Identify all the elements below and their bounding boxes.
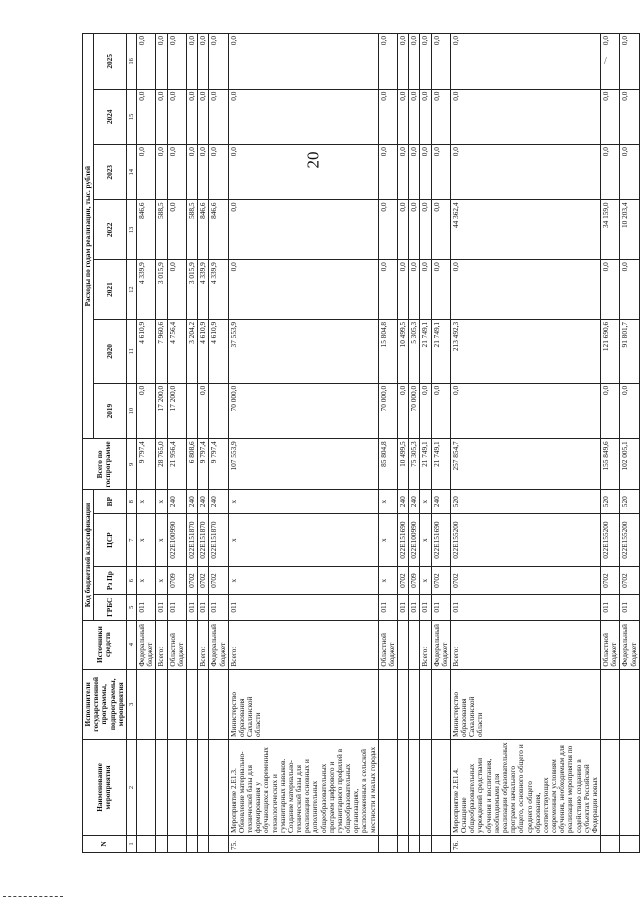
- table-cell: 240: [431, 490, 450, 513]
- table-cell: 0,0: [137, 89, 156, 144]
- table-cell: [156, 669, 167, 739]
- table-cell: x: [228, 490, 378, 513]
- table-cell: 022E155200: [601, 513, 620, 566]
- table-cell: [209, 383, 228, 438]
- table-cell: 0,0: [450, 34, 600, 90]
- index-cell: 2: [126, 739, 136, 835]
- table-cell: 34 159,0: [601, 200, 620, 260]
- table-cell: Министерство образования Сахалинской области: [450, 669, 600, 739]
- table-cell: [209, 669, 228, 739]
- table-cell: 011: [620, 594, 639, 620]
- index-cell: 15: [126, 89, 136, 144]
- table-cell: 0,0: [198, 89, 209, 144]
- table-cell: 240: [167, 490, 186, 513]
- table-row: [620, 34, 639, 853]
- table-cell: Областной бюджет: [601, 620, 620, 669]
- table-cell: 3 015,9: [186, 260, 197, 320]
- page-number: 20: [303, 151, 323, 169]
- table-cell: [198, 669, 209, 739]
- table-cell: 4 756,4: [167, 319, 186, 383]
- table-row: [601, 34, 620, 853]
- table-cell: x: [137, 567, 156, 595]
- table-cell: [186, 835, 197, 852]
- col-rzpr: Рз Пр: [94, 567, 127, 595]
- table-cell: 0,0: [186, 34, 197, 90]
- table-row: [209, 34, 228, 853]
- table-cell: 28 765,0: [156, 439, 167, 490]
- table-cell: x: [228, 567, 378, 595]
- table-cell: 0,0: [209, 89, 228, 144]
- table-cell: 520: [601, 490, 620, 513]
- table-cell: 240: [409, 490, 420, 513]
- table-cell: 10 203,4: [620, 200, 639, 260]
- table-cell: 7 960,6: [156, 319, 167, 383]
- table-cell: 70 000,0: [228, 383, 378, 438]
- table-row: [167, 34, 186, 853]
- col-expenses: Расходы по годам реализации, тыс. рублей: [83, 34, 94, 439]
- table-cell: [620, 739, 639, 835]
- table-cell: [186, 739, 197, 835]
- table-cell: 0,0: [228, 89, 378, 144]
- table-cell: 0,0: [409, 89, 420, 144]
- table-cell: [620, 835, 639, 852]
- table-row: [137, 34, 156, 853]
- table-cell: 21 956,4: [167, 439, 186, 490]
- col-budget-code: Код бюджетной классификации: [83, 490, 94, 620]
- table-row: [186, 34, 197, 853]
- table-cell: 022E151690: [431, 513, 450, 566]
- table-cell: Областной бюджет: [167, 620, 186, 669]
- budget-table: [82, 33, 640, 853]
- table-cell: 17 200,0: [156, 383, 167, 438]
- table-cell: 022E100990: [167, 513, 186, 566]
- table-cell: 022E155200: [620, 513, 639, 566]
- table-cell: 0,0: [167, 260, 186, 320]
- col-year: 2020: [94, 319, 127, 383]
- table-cell: x: [420, 490, 431, 513]
- table-row: [420, 34, 431, 853]
- table-cell: [156, 835, 167, 852]
- index-cell: 11: [126, 319, 136, 383]
- table-cell: 011: [601, 594, 620, 620]
- index-cell: 13: [126, 200, 136, 260]
- table-cell: 011: [398, 594, 409, 620]
- index-cell: 1: [126, 835, 136, 852]
- table-cell: [601, 835, 620, 852]
- table-cell: x: [420, 513, 431, 566]
- table-cell: 21 749,1: [420, 319, 431, 383]
- table-cell: 011: [186, 594, 197, 620]
- table-cell: 0,0: [378, 145, 397, 200]
- table-cell: 0,0: [228, 145, 378, 200]
- table-cell: 0,0: [228, 260, 378, 320]
- table-cell: [409, 739, 420, 835]
- table-cell: 011: [431, 594, 450, 620]
- table-cell: [601, 739, 620, 835]
- table-cell: 91 801,7: [620, 319, 639, 383]
- col-csr: ЦСР: [94, 513, 127, 566]
- table-cell: 0,0: [398, 145, 409, 200]
- table-row: [198, 34, 209, 853]
- table-cell: 0,0: [186, 145, 197, 200]
- table-cell: Федеральный бюджет: [209, 620, 228, 669]
- table-cell: Федеральный бюджет: [620, 620, 639, 669]
- col-source: Источники средств: [83, 620, 127, 669]
- table-cell: 240: [186, 490, 197, 513]
- table-cell: 0,0: [378, 89, 397, 144]
- table-cell: 0702: [450, 567, 600, 595]
- table-cell: 0,0: [450, 260, 600, 320]
- table-cell: 155 849,6: [601, 439, 620, 490]
- table-cell: 0,0: [620, 260, 639, 320]
- table-cell: 0,0: [431, 200, 450, 260]
- table-cell: 76.: [450, 835, 600, 852]
- table-cell: 0,0: [398, 200, 409, 260]
- index-cell: 3: [126, 669, 136, 739]
- index-cell: 4: [126, 620, 136, 669]
- table-cell: 0,0: [450, 383, 600, 438]
- table-cell: Мероприятие 2.Е1.4. Оснащение общеобразовательных учреждений средствами обучения и воспитания, необходимыми для реализации образовательных программ начального общего, основного общего и среднего общего образования, соответствующих современным условиям обучения, необходимым для реализации мероприятия по содействию созданию в субъектах Российской Федерации новых: [450, 739, 600, 835]
- table-cell: Всего:: [156, 620, 167, 669]
- table-cell: [420, 739, 431, 835]
- margin-mark: /: [604, 56, 607, 67]
- budget-table-rotated: [82, 33, 644, 853]
- table-row: [378, 34, 397, 853]
- index-cell: 7: [126, 513, 136, 566]
- table-cell: 0,0: [409, 260, 420, 320]
- table-cell: 0,0: [398, 89, 409, 144]
- table-cell: x: [137, 513, 156, 566]
- table-cell: 0702: [186, 567, 197, 595]
- table-cell: 0,0: [620, 34, 639, 90]
- table-cell: 85 804,8: [378, 439, 397, 490]
- table-cell: 022E151870: [198, 513, 209, 566]
- table-row: [409, 34, 420, 853]
- table-cell: x: [156, 567, 167, 595]
- table-cell: Всего:: [450, 620, 600, 669]
- index-cell: 14: [126, 145, 136, 200]
- table-cell: x: [228, 513, 378, 566]
- index-cell: 12: [126, 260, 136, 320]
- table-cell: 0,0: [398, 34, 409, 90]
- table-cell: 0,0: [620, 89, 639, 144]
- table-cell: x: [420, 567, 431, 595]
- table-cell: 0,0: [156, 145, 167, 200]
- table-cell: 15 804,8: [378, 319, 397, 383]
- col-year: 2022: [94, 200, 127, 260]
- table-cell: [431, 835, 450, 852]
- table-cell: 240: [398, 490, 409, 513]
- scan-edge-mark: [3, 896, 63, 897]
- table-cell: 0,0: [137, 383, 156, 438]
- table-cell: 21 749,1: [431, 319, 450, 383]
- table-cell: 846,6: [137, 200, 156, 260]
- index-row: [126, 34, 136, 853]
- table-cell: 17 200,0: [167, 383, 186, 438]
- table-cell: x: [378, 567, 397, 595]
- col-grbs: ГРБС: [94, 594, 127, 620]
- table-cell: 0,0: [431, 260, 450, 320]
- table-cell: 0,0: [156, 34, 167, 90]
- table-cell: 0,0: [167, 145, 186, 200]
- table-cell: 022E151870: [209, 513, 228, 566]
- table-cell: x: [378, 490, 397, 513]
- table-cell: 102 005,1: [620, 439, 639, 490]
- table-cell: 0,0: [156, 89, 167, 144]
- table-cell: 4 339,9: [137, 260, 156, 320]
- table-cell: [137, 835, 156, 852]
- table-cell: 10 499,5: [398, 319, 409, 383]
- col-name: Наименование мероприятия: [83, 739, 127, 835]
- table-cell: 4 610,9: [209, 319, 228, 383]
- table-cell: [209, 835, 228, 852]
- table-cell: [137, 739, 156, 835]
- table-cell: [398, 739, 409, 835]
- index-cell: 5: [126, 594, 136, 620]
- table-cell: 0,0: [601, 34, 620, 90]
- table-cell: 0,0: [198, 383, 209, 438]
- table-cell: 0,0: [167, 200, 186, 260]
- table-row: [156, 34, 167, 853]
- col-year: 2025: [94, 34, 127, 90]
- table-cell: [420, 669, 431, 739]
- table-cell: 0,0: [420, 260, 431, 320]
- table-cell: x: [156, 490, 167, 513]
- index-cell: 10: [126, 383, 136, 438]
- table-cell: 70 000,0: [409, 383, 420, 438]
- col-year: 2023: [94, 145, 127, 200]
- table-cell: 0,0: [620, 383, 639, 438]
- table-cell: Федеральный бюджет: [137, 620, 156, 669]
- table-cell: [198, 835, 209, 852]
- table-cell: [209, 739, 228, 835]
- table-cell: 011: [137, 594, 156, 620]
- table-cell: 0,0: [431, 34, 450, 90]
- table-cell: 0,0: [186, 89, 197, 144]
- table-cell: [198, 739, 209, 835]
- table-cell: [378, 669, 397, 739]
- table-cell: 011: [378, 594, 397, 620]
- table-cell: Мероприятие 2.Е1.3. Обновление материально-технической базы для формирования у обучающихся современных технологических и гуманитарных навыков. Создание материально-технической базы для реализации основных и дополнительных общеобразовательных программ цифрового и гуманитарного профилей в общеобразовательных организациях, расположенных в сельской местности и малых городах: [228, 739, 378, 835]
- table-cell: 0,0: [620, 145, 639, 200]
- index-cell: 6: [126, 567, 136, 595]
- col-exec: Исполнители государственной программы, подпрограммы, мероприятия: [83, 669, 127, 739]
- table-cell: 022E151690: [398, 513, 409, 566]
- table-cell: [601, 669, 620, 739]
- table-cell: 4 339,9: [198, 260, 209, 320]
- table-cell: 0,0: [167, 89, 186, 144]
- table-cell: 21 749,1: [420, 439, 431, 490]
- table-cell: [420, 835, 431, 852]
- table-cell: 0702: [398, 567, 409, 595]
- table-cell: 9 797,4: [137, 439, 156, 490]
- table-cell: 846,6: [198, 200, 209, 260]
- table-cell: 011: [198, 594, 209, 620]
- table-cell: [137, 669, 156, 739]
- table-cell: 0,0: [228, 34, 378, 90]
- table-cell: x: [156, 513, 167, 566]
- table-cell: 0,0: [137, 34, 156, 90]
- table-cell: 520: [620, 490, 639, 513]
- table-cell: 3 204,2: [186, 319, 197, 383]
- table-cell: 75.: [228, 835, 378, 852]
- table-cell: 0702: [601, 567, 620, 595]
- table-cell: 0,0: [601, 89, 620, 144]
- table-cell: 022E100990: [409, 513, 420, 566]
- table-cell: [409, 669, 420, 739]
- table-cell: 022E151870: [186, 513, 197, 566]
- table-cell: Всего:: [420, 620, 431, 669]
- table-cell: Министерство образования Сахалинской области: [228, 669, 378, 739]
- table-cell: 0,0: [409, 34, 420, 90]
- table-cell: 257 854,7: [450, 439, 600, 490]
- table-cell: 6 808,6: [186, 439, 197, 490]
- table-cell: 520: [450, 490, 600, 513]
- table-cell: 0,0: [450, 89, 600, 144]
- table-cell: Всего:: [228, 620, 378, 669]
- table-cell: 240: [198, 490, 209, 513]
- table-cell: 0,0: [431, 89, 450, 144]
- table-cell: 011: [420, 594, 431, 620]
- table-cell: [156, 739, 167, 835]
- table-cell: 75 305,3: [409, 439, 420, 490]
- table-cell: 0,0: [431, 383, 450, 438]
- table-cell: 3 015,9: [156, 260, 167, 320]
- index-cell: 16: [126, 34, 136, 90]
- table-cell: 4 339,9: [209, 260, 228, 320]
- table-cell: [431, 739, 450, 835]
- col-year: 2019: [94, 383, 127, 438]
- table-cell: 846,6: [209, 200, 228, 260]
- table-cell: 0,0: [409, 145, 420, 200]
- table-cell: [167, 669, 186, 739]
- table-cell: 0,0: [420, 145, 431, 200]
- table-cell: 022E155200: [450, 513, 600, 566]
- table-cell: [398, 669, 409, 739]
- table-cell: 0709: [409, 567, 420, 595]
- col-n: N: [83, 835, 127, 852]
- table-cell: 0,0: [228, 200, 378, 260]
- table-cell: 37 553,9: [228, 319, 378, 383]
- table-cell: x: [378, 513, 397, 566]
- table-cell: 240: [209, 490, 228, 513]
- table-cell: 0,0: [420, 383, 431, 438]
- table-cell: 21 749,1: [431, 439, 450, 490]
- table-cell: 4 610,9: [137, 319, 156, 383]
- table-cell: 588,5: [186, 200, 197, 260]
- header-row-1: [83, 34, 94, 853]
- table-cell: 0,0: [450, 145, 600, 200]
- table-cell: 0,0: [198, 145, 209, 200]
- table-cell: [620, 669, 639, 739]
- table-cell: [186, 669, 197, 739]
- table-cell: 0,0: [137, 145, 156, 200]
- table-cell: [398, 835, 409, 852]
- table-cell: 0,0: [378, 34, 397, 90]
- table-cell: 0,0: [167, 34, 186, 90]
- table-cell: 011: [409, 594, 420, 620]
- table-cell: 0,0: [209, 34, 228, 90]
- col-total: Всего по госпрограмме: [83, 439, 127, 490]
- table-cell: [186, 383, 197, 438]
- table-cell: 0,0: [378, 200, 397, 260]
- table-cell: 011: [209, 594, 228, 620]
- table-cell: 0,0: [378, 260, 397, 320]
- table-cell: 588,5: [156, 200, 167, 260]
- table-cell: [398, 620, 409, 669]
- table-cell: 44 362,4: [450, 200, 600, 260]
- table-cell: [378, 739, 397, 835]
- table-cell: 0,0: [409, 200, 420, 260]
- table-row: [398, 34, 409, 853]
- table-cell: 0,0: [431, 145, 450, 200]
- table-cell: [186, 620, 197, 669]
- table-cell: 0,0: [398, 260, 409, 320]
- table-cell: 0,0: [398, 383, 409, 438]
- table-cell: 0,0: [601, 145, 620, 200]
- table-cell: 9 797,4: [209, 439, 228, 490]
- table-cell: 0702: [431, 567, 450, 595]
- col-vr: ВР: [94, 490, 127, 513]
- table-cell: 4 610,9: [198, 319, 209, 383]
- table-cell: Всего:: [198, 620, 209, 669]
- table-cell: 70 000,0: [378, 383, 397, 438]
- table-row: [431, 34, 450, 853]
- table-cell: 011: [450, 594, 600, 620]
- table-cell: [409, 620, 420, 669]
- index-cell: 9: [126, 439, 136, 490]
- table-row: [450, 34, 600, 853]
- table-cell: 0702: [209, 567, 228, 595]
- index-cell: 8: [126, 490, 136, 513]
- table-cell: 0,0: [420, 89, 431, 144]
- table-cell: 121 690,6: [601, 319, 620, 383]
- table-cell: 0,0: [198, 34, 209, 90]
- table-cell: Областной бюджет: [378, 620, 397, 669]
- table-cell: 107 553,9: [228, 439, 378, 490]
- table-cell: 5 305,3: [409, 319, 420, 383]
- table-cell: 011: [228, 594, 378, 620]
- table-cell: 0,0: [209, 145, 228, 200]
- table-row: [228, 34, 378, 853]
- table-cell: [409, 835, 420, 852]
- table-cell: 10 499,5: [398, 439, 409, 490]
- table-cell: 0,0: [420, 200, 431, 260]
- table-cell: [167, 835, 186, 852]
- col-year: 2021: [94, 260, 127, 320]
- table-cell: 0702: [620, 567, 639, 595]
- table-cell: 213 492,3: [450, 319, 600, 383]
- table-cell: 0,0: [420, 34, 431, 90]
- table-cell: 011: [156, 594, 167, 620]
- table-cell: 011: [167, 594, 186, 620]
- table-cell: Федеральный бюджет: [431, 620, 450, 669]
- table-cell: 0702: [198, 567, 209, 595]
- table-cell: [431, 669, 450, 739]
- table-cell: [378, 835, 397, 852]
- table-cell: 9 797,4: [198, 439, 209, 490]
- table-cell: [167, 739, 186, 835]
- table-cell: x: [137, 490, 156, 513]
- table-cell: 0,0: [601, 260, 620, 320]
- table-cell: 0,0: [601, 383, 620, 438]
- col-year: 2024: [94, 89, 127, 144]
- table-cell: 0709: [167, 567, 186, 595]
